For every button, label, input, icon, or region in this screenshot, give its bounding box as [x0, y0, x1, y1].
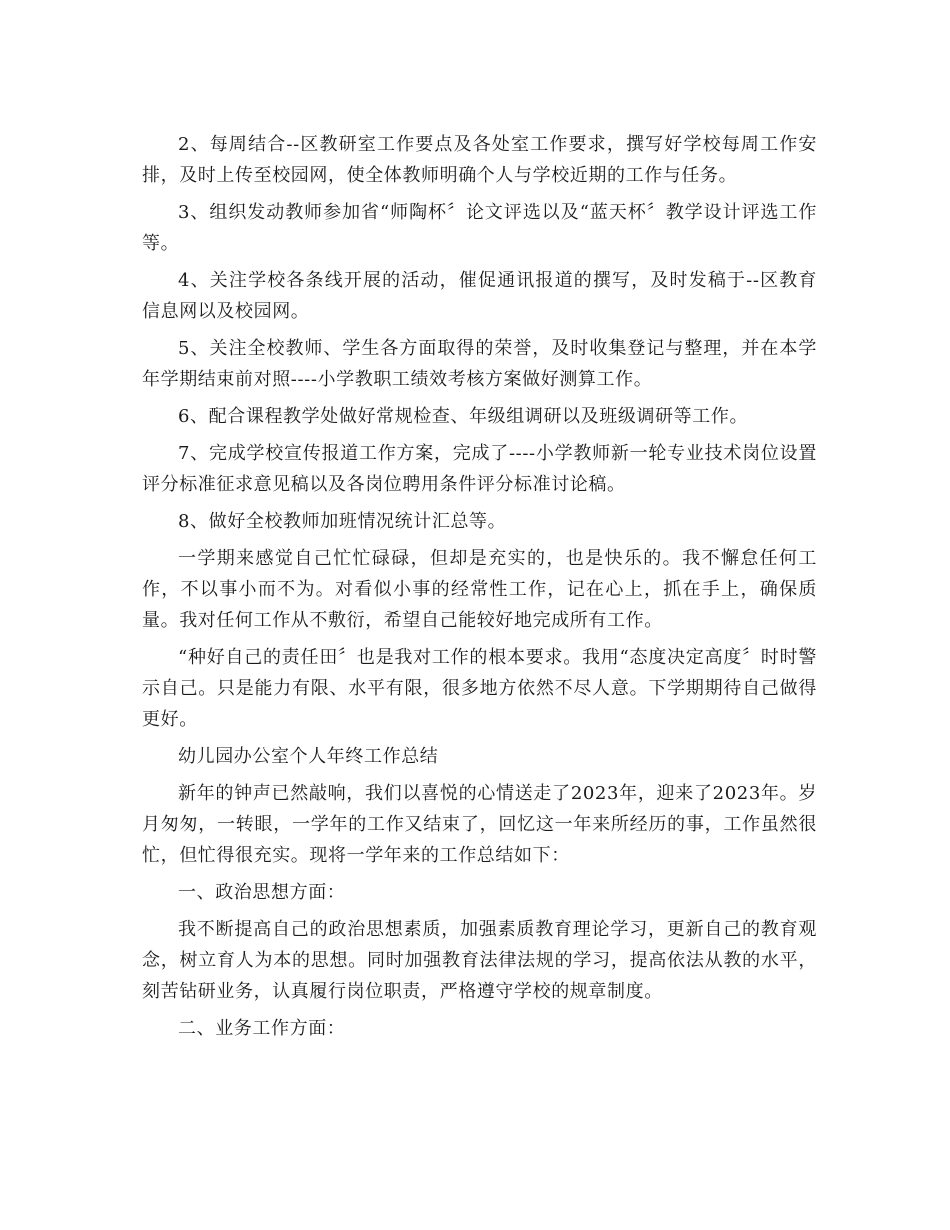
paragraph-item-8: 8、做好全校教师加班情况统计汇总等。	[178, 511, 507, 532]
paragraph-intro: 新年的钟声已然敲响，我们以喜悦的心情送走了2023年，迎来了2023年。岁月匆匆，一转眼，一学年的工作又结束了，回忆这一年来所经历的事，工作虽然很忙，但忙得很充实。现将一学年来的工作总结如下：	[142, 783, 817, 866]
paragraph-item-4: 4、关注学校各条线开展的活动，催促通讯报道的撰写，及时发稿于--区教育信息网以及校园网。	[142, 270, 817, 322]
paragraph-item-2: 2、每周结合--区教研室工作要点及各处室工作要求，撰写好学校每周工作安排，及时上传至校园网，使全体教师明确个人与学校近期的工作与任务。	[142, 134, 817, 186]
heading-business: 二、业务工作方面：	[178, 1018, 346, 1039]
paragraph-item-5: 5、关注全校教师、学生各方面取得的荣誉，及时收集登记与整理，并在本学年学期结束前对照----小学教职工绩效考核方案做好测算工作。	[142, 338, 817, 390]
paragraph-item-7: 7、完成学校宣传报道工作方案，完成了----小学教师新一轮专业技术岗位设置评分标准征求意见稿以及各岗位聘用条件评分标准讨论稿。	[142, 443, 817, 495]
paragraph-political: 我不断提高自己的政治思想素质，加强素质教育理论学习，更新自己的教育观念，树立育人为本的思想。同时加强教育法律法规的学习，提高依法从教的水平，刻苦钻研业务，认真履行岗位职责，严格遵守学校的规章制度。	[142, 919, 817, 1002]
paragraph-item-6: 6、配合课程教学处做好常规检查、年级组调研以及班级调研等工作。	[178, 406, 749, 427]
heading-political: 一、政治思想方面：	[178, 882, 346, 903]
paragraph-item-3: 3、组织发动教师参加省“师陶杯〞论文评选以及“蓝天杯〞教学设计评选工作等。	[142, 202, 817, 254]
document-body	[142, 129, 817, 1044]
section-title: 幼儿园办公室个人年终工作总结	[178, 746, 439, 767]
paragraph-responsibility: “种好自己的责任田〞也是我对工作的根本要求。我用“态度决定高度〞时时警示自己。只是能力有限、水平有限，很多地方依然不尽人意。下学期期待自己做得更好。	[142, 647, 817, 730]
paragraph-reflection: 一学期来感觉自己忙忙碌碌，但却是充实的，也是快乐的。我不懈怠任何工作，不以事小而不为。对看似小事的经常性工作，记在心上，抓在手上，确保质量。我对任何工作从不敷衍，希望自己能较好地完成所有工作。	[142, 548, 817, 631]
